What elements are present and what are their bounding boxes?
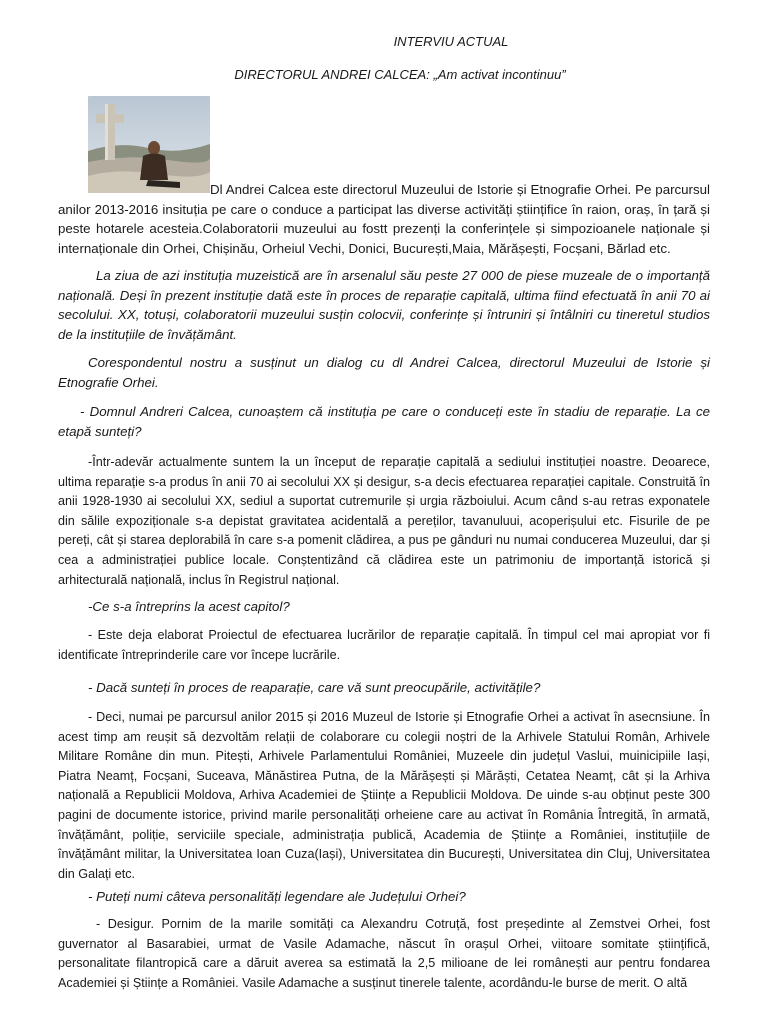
answer-2: - Este deja elaborat Proiectul de efectuarea lucrărilor de reparație capitală. În timpul cel mai apropiat vor fi identificate întreprinderile care vor începe lucrările. — [58, 628, 710, 662]
question-4: - Puteți numi câteva personalități legendare ale Județului Orhei? — [88, 889, 466, 904]
intro-paragraph: Dl Andrei Calcea este directorul Muzeului de Istorie și Etnografie Orhei. Pe parcursul anilor 2013-2016 insituția pe care o conduce a participat las diverse activități științifice în raion, oraș, în țară și peste hotarele acesteia.Colaboratorii muzeului au fostt prezenți la conferințele și simpozioanele naționale și internaționale din Orhei, Chișinău, Orheiul Vechi, Donici, București,Maia, Mărășești, Focșani, Bărlad etc. — [58, 182, 710, 256]
body-paragraph-collections: La ziua de azi instituția muzeistică are în arsenalul său peste 27 000 de piese muzeale de o importanță națională. Deși în prezent instituție dată este în proces de reparație capitală, ultima fiind efectuată în anii 70 ai secolului. XX, totuși, colaboratorii muzeului susțin colocvii, conferințe și întruniri și întâlniri cu tineretul studios de la instituțiile de învățământ. — [58, 268, 710, 342]
answer-1: -Într-adevăr actualmente suntem la un început de reparație capitală a sediului instituției noastre. Deoarece, ultima reparație s-a produs în anii 70 ai secolului XX și desigur, s-a decis efectuarea reparației capitale. Construită în anii 1928-1930 ai secolului XX, sediul a suportat cutremurile și urgia războiului. Acum când s-au retras exponatele din sălile expoziționale s-a depistat gravitatea acidentală a pereților, tavanuluui, acoperișului etc. Fisurile de pe pereți, cât și starea deplorabilă în care s-a pomenit clădirea, a pus pe gânduri nu numai conducerea Muzeului, dar și cea a administrației publice locale. Conștentizând că clădirea este un patrimoniu de importanță istorică și arhitecturală națională, inclus în Registrul național. — [58, 455, 710, 587]
question-3: - Dacă sunteți în proces de reaparație, care vă sunt preocupările, activitățile? — [88, 680, 541, 695]
question-1: - Domnul Andreri Calcea, cunoaștem că instituția pe care o conduceți este în stadiu de reparație. La ce etapă sunteți? — [58, 404, 710, 439]
question-2: -Ce s-a întreprins la acest capitol? — [88, 599, 290, 614]
portrait-photo-image — [88, 96, 210, 193]
answer-4: - Desigur. Pornim de la marile somități ca Alexandru Cotruță, fost președinte al Zemstvei Orhei, fost guvernator al Basarabiei, urmat de Vasile Adamache, născut în orașul Orhei, viitoare somitate științifică, personalitate filantropică care a dăruit averea sa estimată la 2,5 milioane de lei românești aur pentru fondarea Academiei și Științe a României. Vasile Adamache a susținut tinerele talente, acordându-le burse de merit. O altă — [58, 917, 710, 990]
body-paragraph-correspondent: Corespondentul nostru a susținut un dialog cu dl Andrei Calcea, directorul Muzeului de Istorie și Etnografie Orhei. — [58, 355, 710, 390]
portrait-photo — [88, 96, 210, 193]
article-headline: DIRECTORUL ANDREI CALCEA: „Am activat incontinuu” — [234, 67, 566, 82]
section-kicker: INTERVIU ACTUAL — [393, 34, 509, 49]
answer-3: - Deci, numai pe parcursul anilor 2015 și 2016 Muzeul de Istorie și Etnografie Orhei a activat în asecnsiune. În acest timp am reușit să dezvoltăm relații de colaborare cu colegii noștri de la Arhivele Statului Român, Arhivele Militare Române din mun. Pitești, Arhivele Parlamentului României, Muzeele din județul Vaslui, muinicipiile Iași, Piatra Neamț, Focșani, Suceava, Mănăstirea Putna, de la Mărășești și Mărăști, Cetatea Neamț, cât și la Arhiva națională a Republicii Moldova, Arhiva Academiei de Științe a Republicii Moldova. De uinde s-au obținut peste 300 pagini de documente istorice, privind marile personalități orheiene care au activat în România Întregită, în armată, învățământ, poliție, serviciile speciale, administrația publică, Academia de Științe a României, instituțiile de învățământ militar, la Universitatea Ioan Cuza(Iași), Universitatea din București, Universitatea din Cluj, Universitatea din Galați etc. — [58, 710, 710, 881]
